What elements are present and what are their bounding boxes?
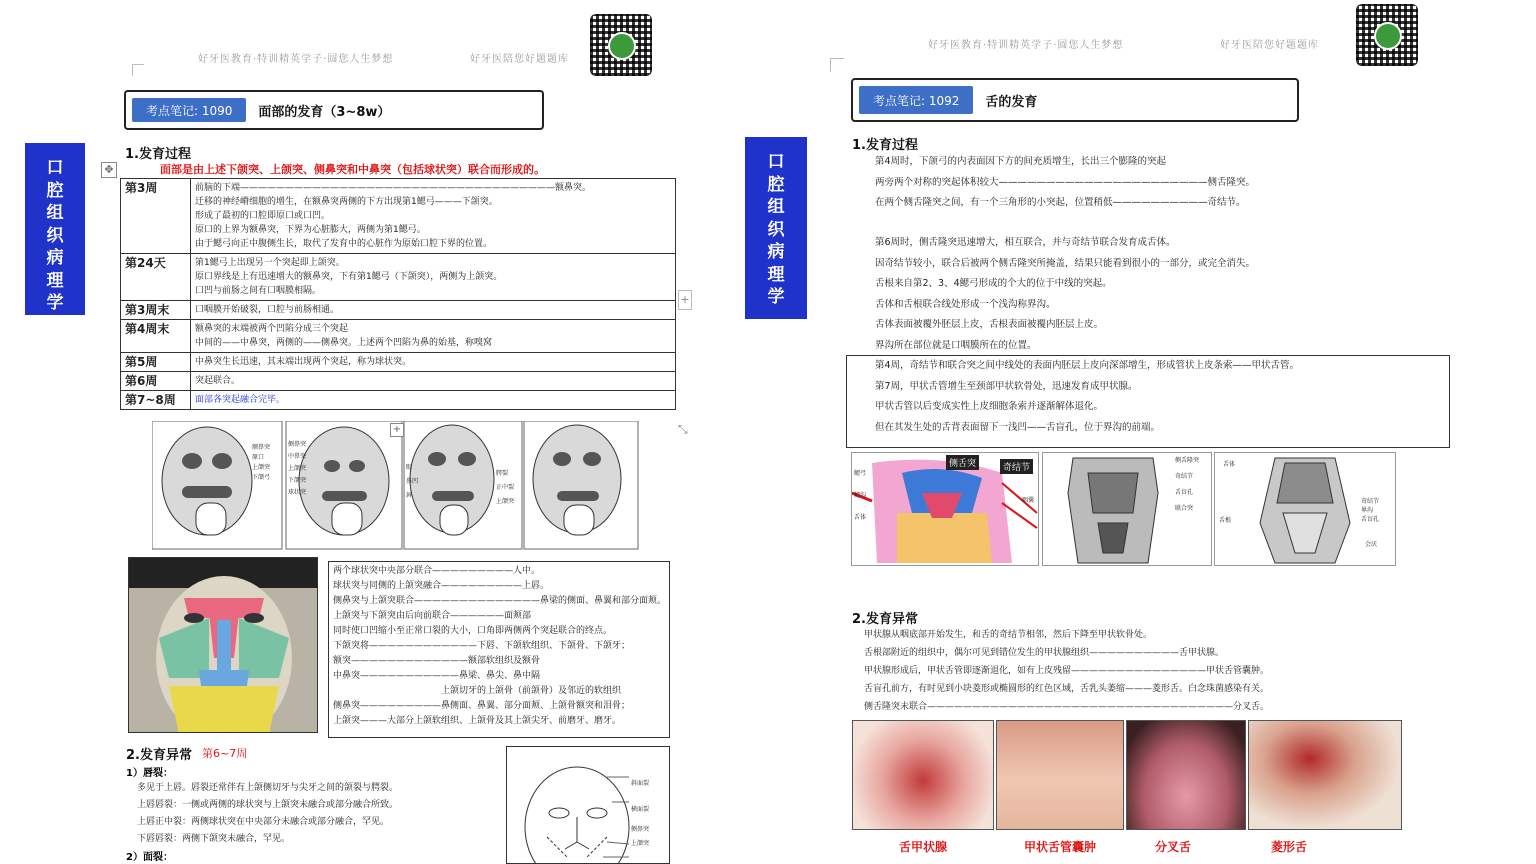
note-title: 面部的发育（3~8w） (258, 104, 391, 120)
note-title: 舌的发育 (985, 94, 1038, 110)
subheading: 2）面裂： (126, 852, 173, 863)
note-tag: 考点笔记: 1090 (132, 98, 246, 122)
text-line: 上唇正中裂：两侧球状突在中央部分未融合或部分融合，罕见。 (137, 817, 390, 827)
figure-label: 下颌弓 (252, 474, 271, 481)
rhomboid-glossitis-photo (1248, 720, 1402, 830)
sketch-label: 侧鼻突 (631, 826, 650, 833)
derivation-line: 下颌突将————————————下唇、下颌软组织、下颌骨、下颌牙； (333, 641, 631, 651)
desc-line: 口咽膜开始破裂，口腔与前肠相通。 (195, 305, 340, 315)
subject-sidebar (745, 137, 807, 319)
facial-cleft-sketch (506, 746, 670, 864)
process-paragraph (875, 233, 1255, 356)
tongue-color-figure (851, 452, 1039, 566)
week-cell: 第24天 (121, 254, 191, 301)
derivation-line: 两个球状突中央部分联合—————————人中。 (333, 566, 541, 576)
desc-cell (191, 320, 676, 353)
header-left: 好牙医教育·特训精英学子·圆您人生梦想 (928, 40, 1124, 51)
desc-line: 口凹与前肠之间有口咽膜相隔。 (195, 286, 322, 296)
derivation-line: 侧鼻突—————————鼻侧面、鼻翼、部分面颊、上颌骨额突和泪骨； (333, 701, 631, 711)
figure-label: 腭裂 (496, 470, 509, 477)
figure-label: 奇结节 (1361, 498, 1380, 505)
note-tag: 考点笔记: 1092 (859, 86, 973, 114)
figure-label: 球状突 (288, 489, 307, 496)
sketch-labels (631, 771, 649, 851)
text-line: 第6周时，侧舌隆突迅速增大，相互联合，并与奇结节联合发育成舌体。 (875, 237, 1176, 248)
photo-caption: 甲状舌管囊肿 (1023, 840, 1096, 854)
face-derivation-box (328, 561, 670, 738)
thyroglossal-cyst-photo (996, 720, 1124, 830)
text-line: 因奇结节较小，联合后被两个侧舌隆突所掩盖，结果只能看到很小的一部分，或完全消失。 (875, 257, 1256, 269)
week-cell: 第5周 (121, 353, 191, 372)
table-row (121, 353, 676, 372)
add-column-icon[interactable]: + (678, 290, 692, 310)
text-line: 下唇唇裂：两侧下颌突未融合，罕见。 (137, 834, 291, 844)
table-row (121, 372, 676, 391)
photo-caption: 舌甲状腺 (898, 840, 947, 854)
figure-label: 舌体 (1223, 461, 1236, 468)
derivation-line: 上颌突与下颌突由后向前联合——————面颊部 (333, 611, 532, 621)
table-row (121, 391, 676, 410)
section-heading: 2.发育异常 (852, 612, 918, 627)
figure-label: 鳃沟 (854, 492, 867, 499)
bifid-tongue-photo (1126, 720, 1246, 830)
desc-cell (191, 353, 676, 372)
tongue-sketch-figure (1042, 452, 1212, 566)
development-table (120, 178, 676, 410)
desc-line: 迁移的神经嵴细胞的增生，在额鼻突两侧的下方出现第1鳃弓———下颌突。 (195, 197, 498, 207)
desc-cell (191, 254, 676, 301)
text-line: 侧舌隆突未联合——————————————————————————————————分叉舌。 (864, 702, 1270, 712)
desc-line: 前脑的下端———————————————————————————————————额鼻突。 (195, 183, 592, 193)
sidebar-char: 学 (767, 287, 785, 307)
derivation-line: 侧鼻突与上颌突联合——————————————鼻梁的侧面、鼻翼和部分面颊。 (333, 596, 667, 606)
qr-code (1356, 4, 1418, 66)
desc-cell (191, 372, 676, 391)
table-row (121, 254, 676, 301)
text-line: 甲状腺从咽底部开始发生，和舌的奇结节相邻，然后下降至甲状软骨处。 (864, 630, 1153, 640)
sidebar-char: 理 (46, 270, 64, 291)
abnormality-weeks: 第6~7周 (202, 747, 248, 760)
table-row (121, 179, 676, 254)
section-heading: 1.发育过程 (852, 138, 918, 153)
figure-tag: 奇结节 (1000, 459, 1033, 474)
figure-label: 眼 (406, 464, 413, 471)
desc-line: 形成了最初的口腔即原口或口凹。 (195, 211, 331, 221)
derivation-line: 中鼻突———————————鼻梁、鼻尖、鼻中隔 (333, 671, 541, 681)
sidebar-char: 口 (767, 152, 785, 172)
text-line: 甲状舌管以后变成实性上皮细胞条索并逐渐解体退化。 (875, 401, 1104, 412)
text-line: 第4周，奇结节和联合突之间中线处的表面内胚层上皮向深部增生，形成管状上皮条索——甲状舌管。 (875, 360, 1300, 371)
figure-label: 舌体 (854, 514, 867, 521)
desc-line: 原口界线是上有迅速增大的额鼻突，下有第1鳃弓（下颌突），两侧为上颌突。 (195, 272, 503, 282)
text-line: 在两个侧舌隆突之间，有一个三角形的小突起，位置稍低——————————奇结节。 (875, 197, 1246, 208)
figure-labels (854, 463, 866, 529)
subheading: 1）唇裂： (126, 768, 173, 779)
table-row (121, 320, 676, 353)
sidebar-char: 腔 (767, 174, 785, 195)
subject-sidebar (25, 143, 85, 315)
qr-code (590, 14, 652, 76)
cleft-lip-text (137, 780, 398, 848)
desc-line: 第1鳃弓上出现另一个突起即上颌突。 (195, 258, 345, 268)
embryo-illustrations (152, 421, 640, 551)
sidebar-char: 组 (767, 197, 785, 217)
figure-label: 上颌突 (252, 464, 271, 471)
sidebar-char: 织 (767, 219, 785, 240)
text-line: 舌根部附近的组织中，偶尔可见到错位发生的甲状腺组织——————————舌甲状腺。 (864, 648, 1225, 658)
corner-mark (132, 64, 144, 76)
text-line: 两旁两个对称的突起体积较大——————————————————————侧舌隆突。 (875, 176, 1256, 188)
figure-label: 舌盲孔 (1175, 489, 1194, 496)
resize-handle-icon[interactable]: ⤡ (678, 422, 688, 436)
lingual-thyroid-photo (852, 720, 994, 830)
corner-mark (830, 58, 844, 72)
figure-label: 额鼻突 (252, 444, 271, 451)
text-line: 甲状腺形成后，甲状舌管即逐渐退化，如有上皮残留———————————————甲状舌管囊肿。 (864, 666, 1270, 676)
sketch-label: 横面裂 (631, 806, 650, 813)
text-line: 第4周时，下颌弓的内表面因下方的间充质增生，长出三个膨隆的突起 (875, 156, 1167, 167)
desc-cell (191, 179, 676, 254)
week-cell: 第4周末 (121, 320, 191, 353)
figure-label: 舌根 (1219, 517, 1232, 524)
sidebar-char: 理 (767, 264, 785, 285)
figure-label: 鳃弓 (854, 470, 867, 477)
desc-line: 突起联合。 (195, 376, 241, 386)
figure-label: 侧舌隆突 (1175, 457, 1200, 464)
note-header (851, 78, 1299, 122)
figure-label: 正中裂 (496, 484, 515, 491)
derivation-line: 上颌切牙的上颌骨（前颌骨）及邻近的软组织 (441, 686, 622, 696)
text-line: 舌体表面被覆外胚层上皮，舌根表面被覆内胚层上皮。 (875, 319, 1104, 330)
desc-line: 原口的上界为额鼻突，下界为心脏膨大，两侧为第1鳃弓。 (195, 225, 426, 235)
figure-labels (1361, 497, 1379, 524)
desc-cell (191, 391, 676, 410)
thyroglossal-box (846, 355, 1450, 448)
figure-label: 鼻凹 (406, 478, 419, 485)
figure-label: 奇结节 (1175, 473, 1194, 480)
desc-line: 中间的——中鼻突，两侧的——侧鼻突。上述两个凹陷为鼻的始基，称嗅窝 (195, 338, 493, 348)
sidebar-char: 学 (46, 293, 64, 313)
figure-label: 咽囊 (1022, 497, 1035, 504)
figure-label: 中鼻突 (288, 453, 307, 460)
figure-label: 联合突 (1175, 505, 1194, 512)
sidebar-char: 腔 (46, 180, 64, 201)
figure-label: 界沟 (1361, 507, 1374, 514)
desc-cell (191, 301, 676, 320)
sketch-label: 上颌突 (631, 840, 650, 847)
figure-label: 上颌突 (288, 465, 307, 472)
photo-caption: 分叉舌 (1154, 840, 1191, 854)
figure-label: 上颌突 (496, 498, 515, 505)
embryo-figure-strip (152, 421, 640, 551)
week-cell: 第7~8周 (121, 391, 191, 410)
text-line: 界沟所在部位就是口咽膜所在的位置。 (875, 339, 1037, 351)
figure-label: 会厌 (1365, 541, 1378, 548)
sidebar-char: 织 (46, 225, 64, 246)
figure-label: 侧鼻突 (288, 441, 307, 448)
header-right: 好牙医陪您好题题库 (470, 54, 569, 65)
section-heading: 2.发育异常 (126, 748, 192, 763)
add-icon[interactable]: + (390, 423, 404, 437)
figure-labels (1175, 453, 1199, 517)
derivation-line: 同时使口凹缩小至正常口裂的大小，口角即两侧两个突起联合的终点。 (333, 626, 613, 636)
sidebar-char: 病 (767, 242, 785, 262)
figure-label: 舌盲孔 (1361, 516, 1380, 523)
desc-line: 由于鳃弓向正中腹侧生长，取代了发育中的心脏作为原始口腔下界的位置。 (195, 239, 493, 249)
desc-line: 面部各突起融合完毕。 (195, 395, 286, 405)
header-right: 好牙医陪您好题题库 (1220, 40, 1319, 51)
face-region-figure (128, 557, 318, 733)
week-cell: 第3周 (121, 179, 191, 254)
table-row (121, 301, 676, 320)
sidebar-char: 口 (46, 158, 64, 178)
week-cell: 第3周末 (121, 301, 191, 320)
photo-caption: 菱形舌 (1270, 840, 1307, 854)
figure-labels (288, 439, 306, 499)
derivation-line: 上颌突———大部分上颌软组织、上颌骨及其上颌尖牙、前磨牙、磨牙。 (333, 716, 622, 726)
summary-text: 面部是由上述下颌突、上颌突、侧鼻突和中鼻突（包括球状突）联合而形成的。 (160, 163, 545, 176)
figure-label: 唇 (406, 492, 413, 499)
desc-line: 额鼻突的末端被两个凹陷分成三个突起 (195, 324, 349, 334)
sketch-label: 斜面裂 (631, 780, 650, 787)
figure-tag: 侧舌突 (946, 455, 979, 470)
header-left: 好牙医教育·特训精英学子·圆您人生梦想 (198, 54, 394, 65)
text-line: 舌体和舌根联合线处形成一个浅沟称界沟。 (875, 298, 1056, 310)
note-header (124, 90, 544, 130)
text-line: 舌盲孔前方，有时见到小块菱形或椭圆形的红色区域，舌乳头萎缩———菱形舌。白念珠菌感染有关。 (864, 684, 1270, 694)
desc-line: 中鼻突生长迅速，其末端出现两个突起，称为球状突。 (195, 357, 412, 367)
text-line: 第7周，甲状舌管增生至颈部甲状软骨处，迅速发育成甲状腺。 (875, 380, 1138, 392)
figure-labels (252, 443, 270, 483)
text-line: 多见于上唇。唇裂还常伴有上颌侧切牙与尖牙之间的颌裂与腭裂。 (137, 783, 399, 793)
section-heading: 1.发育过程 (125, 147, 191, 162)
text-line: 上唇唇裂：一侧或两侧的球状突与上颌突未融合或部分融合所致。 (137, 800, 399, 810)
text-line: 但在其发生处的舌背表面留下一浅凹——舌盲孔，位于界沟的前端。 (875, 421, 1161, 433)
move-handle-icon[interactable]: ✥ (101, 162, 117, 178)
week-cell: 第6周 (121, 372, 191, 391)
figure-labels (406, 461, 418, 503)
derivation-line: 额突—————————————额部软组织及额骨 (333, 656, 541, 666)
figure-label: 下颌突 (288, 477, 307, 484)
sidebar-char: 组 (46, 203, 64, 223)
derivation-line: 球状突与同侧的上颌突融合—————————上唇。 (333, 581, 550, 591)
figure-label: 原口 (252, 454, 265, 461)
abnormality-text (864, 626, 1269, 716)
text-line: 舌根来自第2、3、4鳃弓形成的个大的位于中线的突起。 (875, 278, 1112, 289)
process-paragraph (875, 152, 1255, 214)
sidebar-char: 病 (46, 248, 64, 268)
figure-labels (496, 467, 514, 509)
tongue-adult-figure (1214, 452, 1396, 566)
face-illustration (129, 558, 318, 733)
